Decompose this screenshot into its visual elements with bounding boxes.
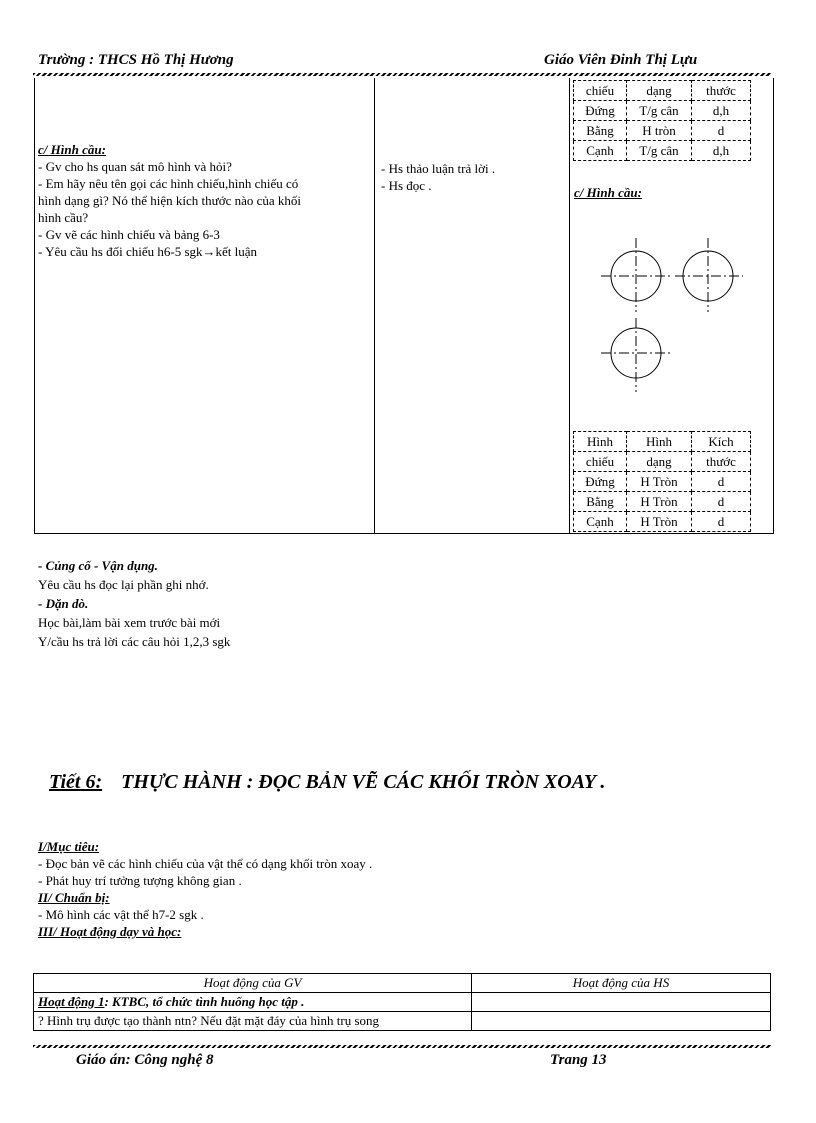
top-view-circle [601,318,671,392]
sphere-projections-drawing [595,232,750,397]
text-line: - Hs đọc . [381,178,432,193]
cell: H Tròn [627,472,692,492]
text-line: Học bài,làm bài xem trước bài mới [38,615,221,630]
cell: thước [692,452,751,472]
cell: Kích [692,432,751,452]
text-line: Y/cầu hs trả lời các câu hỏi 1,2,3 sgk [38,634,231,649]
cell: thước [692,81,751,101]
lesson-name: THỰC HÀNH : ĐỌC BẢN VẼ CÁC KHỐI TRÒN XOAY . [121,771,606,793]
cell: T/g cân [627,141,692,161]
text-line: - Gv vẽ các hình chiếu và bảng 6-3 [38,227,220,242]
section-heading: c/ Hình cầu: [574,185,642,200]
text-line: - Hs thảo luận trả lời . [381,161,496,176]
text-line: - Mô hình các vật thể h7-2 sgk . [38,907,204,922]
projection-table-cone [573,80,751,161]
cell: dạng [627,81,692,101]
cell: Đứng [574,101,627,121]
section-heading: c/ Hình cầu: [38,142,106,157]
footer-subject: Giáo án: Công nghệ 8 [76,1052,214,1068]
lesson-title [49,771,605,794]
cell: Đứng [574,472,627,492]
text-line: - Em hãy nêu tên gọi các hình chiếu,hình chiếu có [38,176,299,191]
activity-row [34,993,472,1012]
column-header-student: Hoạt động của HS [472,974,771,993]
column-divider [374,78,375,533]
cell: dạng [627,452,692,472]
cell: Bằng [574,121,627,141]
cell: Cạnh [574,512,627,532]
empty-cell [472,993,771,1012]
text-line: - Gv cho hs quan sát mô hình và hỏi? [38,159,232,174]
column-header-teacher: Hoạt động của GV [34,974,472,993]
cell: d [692,472,751,492]
cell: Cạnh [574,141,627,161]
cell: d,h [692,141,751,161]
footer-page: Trang 13 [550,1052,607,1068]
question-text: ? Hình trụ được tạo thành ntn? Nếu đặt mặt đáy của hình trụ song [34,1012,472,1031]
cell: d [692,492,751,512]
cell: chiếu [574,452,627,472]
teacher-name: Giáo Viên Đinh Thị Lựu [544,52,698,68]
activities-heading: III/ Hoạt động dạy và học: [38,924,182,939]
cell: Hình [574,432,627,452]
student-column [381,160,566,194]
footer-rule [33,1045,771,1048]
activity-title: : KTBC, tổ chức tình huống học tập . [104,994,305,1009]
preparation-heading: II/ Chuẩn bị: [38,890,110,905]
text-line: - Phát huy trí tưởng tượng không gian . [38,873,242,888]
projection-table-sphere [573,431,751,532]
side-view-circle [675,238,743,312]
cell: d,h [692,101,751,121]
lesson-number: Tiết 6: [49,771,103,793]
objectives-heading: I/Mục tiêu: [38,839,100,854]
school-name: Trường : THCS Hồ Thị Hương [38,52,234,68]
cell: H Tròn [627,492,692,512]
objectives-section [38,838,372,940]
cell: T/g cân [627,101,692,121]
header-rule [33,73,771,76]
homework-heading: - Dặn dò. [38,596,89,611]
text-line: hình dạng gì? Nó thể hiện kích thước nào của khối [38,193,302,208]
column-divider [569,78,570,533]
empty-cell [472,1012,771,1031]
front-view-circle [601,238,671,312]
text-line: Yêu cầu hs đọc lại phần ghi nhớ. [38,577,209,592]
text-line: - Đọc bản vẽ các hình chiếu của vật thể có dạng khối tròn xoay . [38,856,373,871]
cell: d [692,121,751,141]
cell: chiếu [574,81,627,101]
cell: H tròn [627,121,692,141]
cell: Hình [627,432,692,452]
cell: d [692,512,751,532]
activity-table [33,973,771,1031]
cell: Bằng [574,492,627,512]
teacher-column [38,141,368,260]
cell: H Tròn [627,512,692,532]
text-line: - Yêu cầu hs đối chiếu h6-5 sgk→kết luận [38,244,258,259]
activity-label: Hoạt động 1 [38,994,105,1009]
consolidation-section [38,556,230,651]
text-line: hình cầu? [38,210,89,225]
consolidation-heading: - Củng cố - Vận dụng. [38,558,158,573]
